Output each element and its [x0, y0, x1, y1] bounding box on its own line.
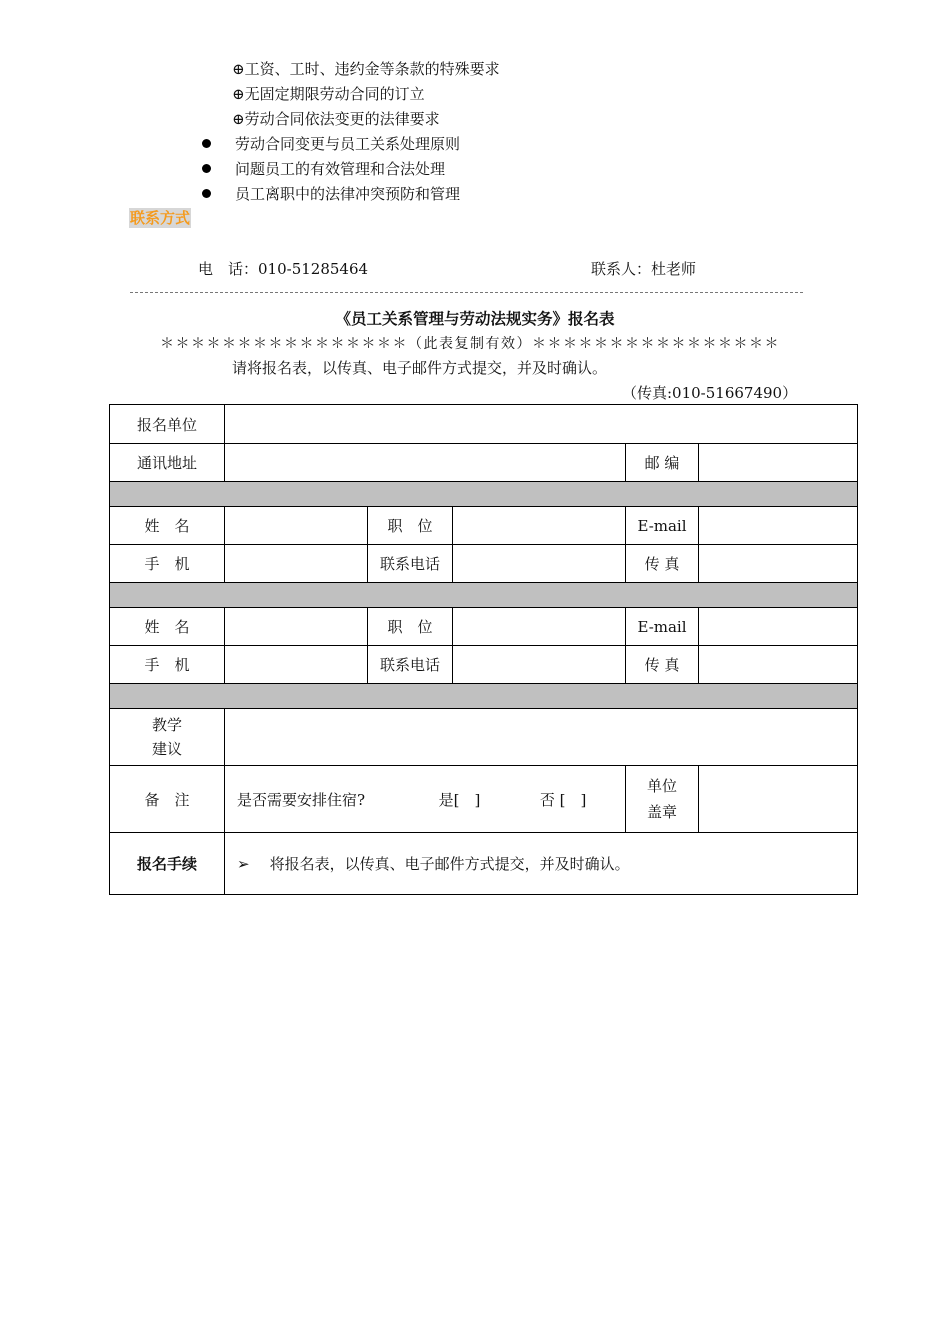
label-position: 职 位	[368, 608, 453, 646]
bullet-text: 问题员工的有效管理和合法处理	[235, 160, 446, 178]
label-stamp	[626, 766, 699, 833]
bullet-text: 劳动合同变更与员工关系处理原则	[235, 135, 461, 153]
bullet-icon	[202, 189, 211, 198]
label-position: 职 位	[368, 507, 453, 545]
fax-field[interactable]	[699, 646, 858, 684]
lodging-no-checkbox[interactable]: 否 [ ]	[539, 790, 587, 809]
contact-person: 联系人：杜老师	[591, 260, 697, 278]
section-separator	[110, 583, 858, 608]
position-field[interactable]	[453, 507, 626, 545]
label-mobile: 手 机	[110, 646, 225, 684]
label-name: 姓 名	[110, 507, 225, 545]
address-field[interactable]	[225, 444, 626, 482]
outline-sub-item: ⊕劳动合同依法变更的法律要求	[232, 110, 440, 128]
phone-field[interactable]	[453, 646, 626, 684]
bullet-icon	[202, 164, 211, 173]
section-separator	[110, 482, 858, 507]
name-field[interactable]	[225, 507, 368, 545]
label-stamp-line: 单位	[646, 777, 677, 795]
contact-heading: 联系方式	[130, 209, 191, 227]
postcode-field[interactable]	[699, 444, 858, 482]
label-email: E-mail	[626, 507, 699, 545]
label-phone: 联系电话	[368, 545, 453, 583]
lodging-question: 是否需要安排住宿?	[237, 790, 366, 809]
arrow-bullet-icon: ➢	[237, 855, 250, 873]
label-address: 通讯地址	[110, 444, 225, 482]
unit-field[interactable]	[225, 405, 858, 444]
email-field[interactable]	[699, 507, 858, 545]
position-field[interactable]	[453, 608, 626, 646]
outline-sub-item: ⊕工资、工时、违约金等条款的特殊要求	[232, 60, 500, 78]
label-postcode: 邮 编	[626, 444, 699, 482]
lodging-question-cell	[225, 766, 626, 833]
procedure-cell	[225, 833, 858, 895]
label-phone: 联系电话	[368, 646, 453, 684]
section-separator	[110, 684, 858, 709]
fax-number: （传真:010-51667490）	[622, 384, 798, 402]
name-field[interactable]	[225, 608, 368, 646]
label-stamp-line: 盖章	[646, 803, 677, 821]
stamp-field[interactable]	[699, 766, 858, 833]
contact-phone: 电 话：010-51285464	[198, 260, 369, 278]
bullet-text: 员工离职中的法律冲突预防和管理	[235, 185, 461, 203]
label-suggestion-line: 教学	[151, 716, 182, 734]
outline-bullet-item	[202, 159, 445, 179]
cut-line-divider	[130, 292, 803, 293]
label-unit: 报名单位	[110, 405, 225, 444]
label-procedure: 报名手续	[110, 833, 225, 895]
form-title: 《员工关系管理与劳动法规实务》报名表	[335, 310, 615, 328]
mobile-field[interactable]	[225, 545, 368, 583]
label-fax: 传 真	[626, 646, 699, 684]
procedure-text: 将报名表，以传真、电子邮件方式提交，并及时确认。	[269, 855, 630, 873]
label-name: 姓 名	[110, 608, 225, 646]
outline-bullet-item	[202, 184, 460, 204]
outline-bullet-item	[202, 134, 460, 154]
form-instruction: 请将报名表，以传真、电子邮件方式提交，并及时确认。	[232, 359, 608, 377]
email-field[interactable]	[699, 608, 858, 646]
registration-form-table	[109, 404, 858, 895]
label-fax: 传 真	[626, 545, 699, 583]
label-suggestion-line: 建议	[151, 740, 182, 758]
mobile-field[interactable]	[225, 646, 368, 684]
bullet-icon	[202, 139, 211, 148]
outline-sub-item: ⊕无固定期限劳动合同的订立	[232, 85, 425, 103]
lodging-yes-checkbox[interactable]: 是[ ]	[438, 790, 481, 809]
label-remarks: 备 注	[110, 766, 225, 833]
label-mobile: 手 机	[110, 545, 225, 583]
suggestion-field[interactable]	[225, 709, 858, 766]
label-email: E-mail	[626, 608, 699, 646]
phone-field[interactable]	[453, 545, 626, 583]
label-suggestion	[110, 709, 225, 766]
copy-valid-note: ＊＊＊＊＊＊＊＊＊＊＊＊＊＊＊＊（此表复制有效）＊＊＊＊＊＊＊＊＊＊＊＊＊＊＊＊	[160, 336, 780, 352]
fax-field[interactable]	[699, 545, 858, 583]
